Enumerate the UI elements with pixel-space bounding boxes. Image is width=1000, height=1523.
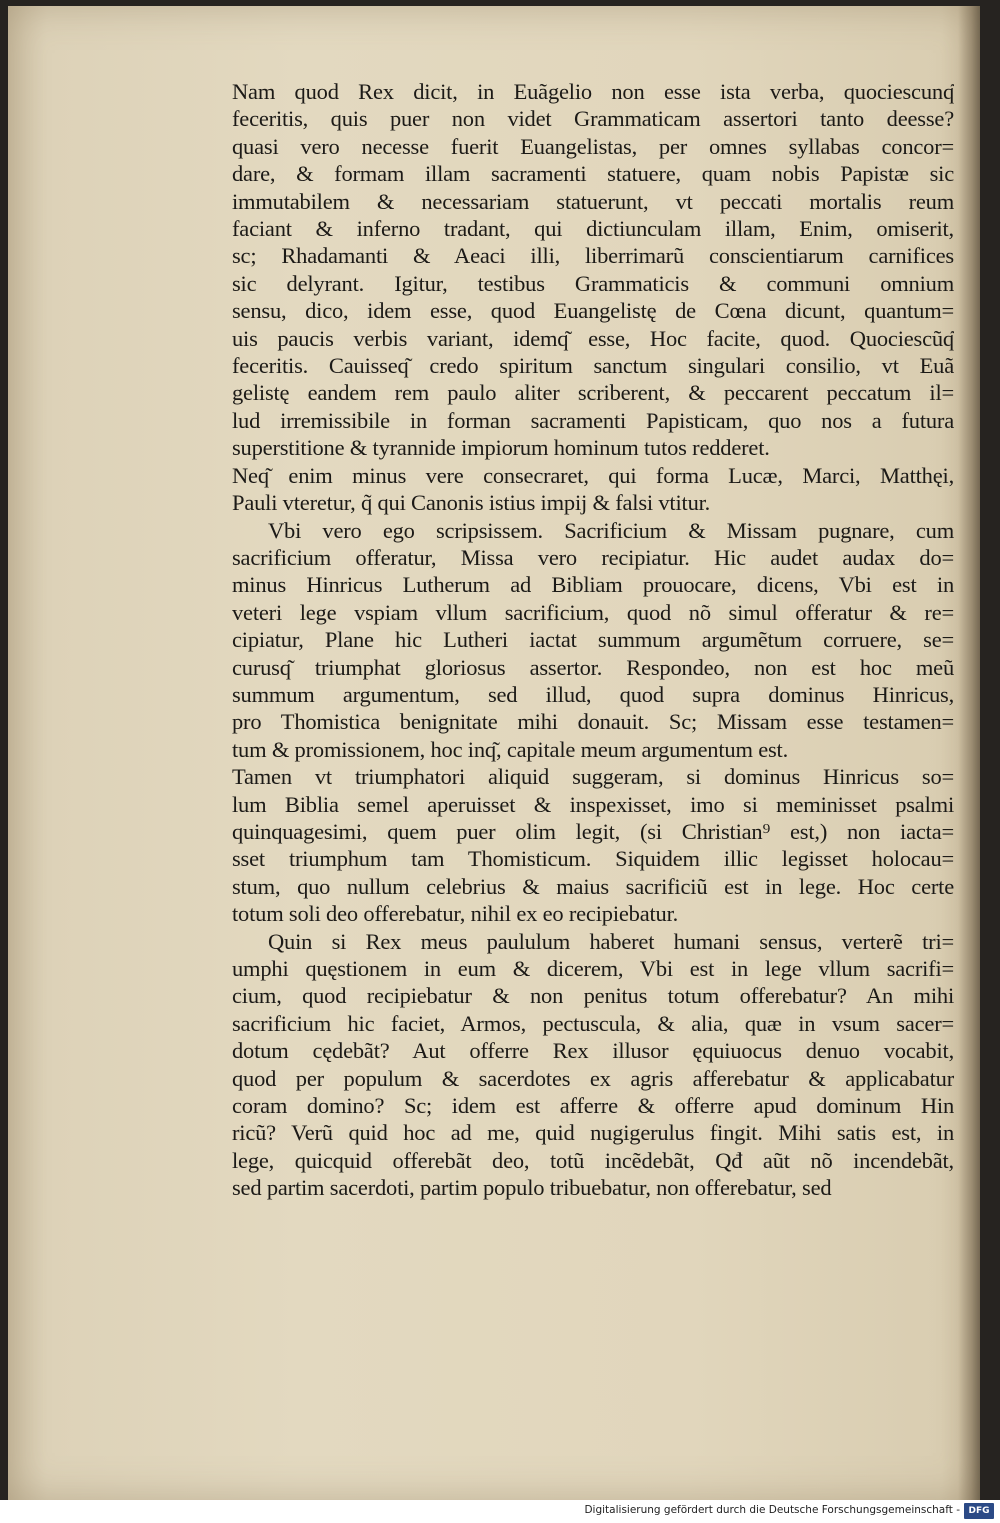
text-line: coram domino? Sc; idem est afferre & offerre apud dominum Hin [232, 1093, 954, 1119]
text-line: dotum cędebãt? Aut offerre Rex illusor ęquiuocus denuo vocabit, [232, 1038, 954, 1064]
credit-text: Digitalisierung gefördert durch die Deutsche Forschungsgemeinschaft [584, 1504, 953, 1516]
text-line: superstitione & tyrannide impiorum hominum tutos redderet. [232, 435, 770, 461]
text-line: sacrificium offeratur, Missa vero recipiatur. Hic audet audax do= [232, 544, 954, 570]
text-line: summum argumentum, sed illud, quod supra dominus Hinricus, [232, 681, 954, 707]
text-line: minus Hinricus Lutherum ad Bibliam prouocare, dicens, Vbi est in [232, 572, 954, 598]
page-text [232, 78, 954, 1202]
text-line: cipiatur, Plane hic Lutheri iactat summum argumẽtum corruere, se= [232, 627, 954, 653]
text-line: veteri lege vspiam vllum sacrificium, quod nõ simul offeratur & re= [232, 599, 954, 625]
text-line: curusq͂ triumphat gloriosus assertor. Respondeo, non est hoc meũ [232, 654, 954, 680]
text-line: lud irremissibile in forman sacramenti Papisticam, quo nos a futura [232, 407, 954, 433]
dfg-logo: DFG [964, 1503, 994, 1519]
text-line: Neq͂ enim minus vere consecraret, qui forma Lucæ, Marci, Matthęi, [232, 462, 954, 488]
text-line: sc; Rhadamanti & Aeaci illi, liberrimarũ conscientiarum carnifices [232, 243, 954, 269]
text-line: Vbi vero ego scripsissem. Sacrificium & Missam pugnare, cum [268, 517, 954, 543]
credit-separator: - [956, 1504, 960, 1516]
text-line: ricũ? Verũ quid hoc ad me, quid nugigerulus fingit. Mihi satis est, in [232, 1120, 954, 1146]
page-edge-shadow [958, 6, 980, 1500]
text-line: immutabilem & necessariam statuerunt, vt peccati mortalis reum [232, 188, 954, 214]
text-line: lum Biblia semel aperuisset & inspexisset, imo si meminisset psalmi [232, 791, 954, 817]
text-line: Quin si Rex meus paululum haberet humani sensus, verterẽ tri= [268, 928, 954, 954]
text-line: Tamen vt triumphatori aliquid suggeram, si dominus Hinricus so= [232, 764, 954, 790]
text-line: feceritis, quis puer non videt Grammaticam assertori tanto deesse? [232, 106, 954, 132]
text-line: Pauli vteretur, q̃ qui Canonis istius impij & falsi vtitur. [232, 490, 711, 516]
text-line: feceritis. Cauisseq͂ credo spiritum sanctum singulari consilio, vt Euã [232, 353, 954, 379]
text-line: quasi vero necesse fuerit Euangelistas, per omnes syllabas concor= [232, 133, 954, 159]
text-line: stum, quo nullum celebrius & maius sacrificiũ est in lege. Hoc certe [232, 873, 954, 899]
text-line: sensu, dico, idem esse, quod Euangelistę de Cœna dicunt, quantum= [232, 298, 954, 324]
text-line: cium, quod recipiebatur & non penitus totum offerebatur? An mihi [232, 983, 954, 1009]
text-line: umphi quęstionem in eum & dicerem, Vbi est in lege vllum sacrifi= [232, 956, 954, 981]
footer [0, 1500, 1000, 1523]
text-line: Nam quod Rex dicit, in Euãgelio non esse ista verba, quociescunq͂ [232, 79, 954, 104]
text-line: pro Thomistica benignitate mihi donauit. Sc; Missam esse testamen= [232, 709, 954, 735]
text-line: totum soli deo offerebatur, nihil ex eo recipiebatur. [232, 901, 679, 927]
text-line: quod per populum & sacerdotes ex agris afferebatur & applicabatur [232, 1065, 954, 1091]
text-line: tum & promissionem, hoc inq͂, capitale meum argumentum est. [232, 736, 789, 762]
text-line: lege, quicquid offerebãt deo, totũ incẽdebãt, Qđ aũt nõ incendebãt, [232, 1147, 954, 1173]
digitization-credit [584, 1504, 960, 1516]
text-line: dare, & formam illam sacramenti statuere, quam nobis Papistæ sic [232, 161, 954, 187]
text-line: uis paucis verbis variant, idemq͂ esse, Hoc facite, quod. Quociescũq͂ [232, 325, 954, 351]
text-line: sacrificium hic faciet, Armos, pectuscula, & alia, quæ in vsum sacer= [232, 1010, 954, 1036]
text-line: faciant & inferno tradant, qui dictiunculam illam, Enim, omiserit, [232, 216, 954, 242]
text-line: sset triumphum tam Thomisticum. Siquidem illic legisset holocau= [232, 846, 954, 872]
text-line: gelistę eandem rem paulo aliter scriberent, & peccarent peccatum il= [232, 380, 954, 406]
text-line: quinquagesimi, quem puer olim legit, (si Christian⁹ est,) non iacta= [232, 818, 954, 844]
text-line: sed partim sacerdoti, partim populo tribuebatur, non offerebatur, sed [232, 1175, 832, 1201]
text-line: sic delyrant. Igitur, testibus Grammaticis & communi omnium [232, 270, 954, 296]
